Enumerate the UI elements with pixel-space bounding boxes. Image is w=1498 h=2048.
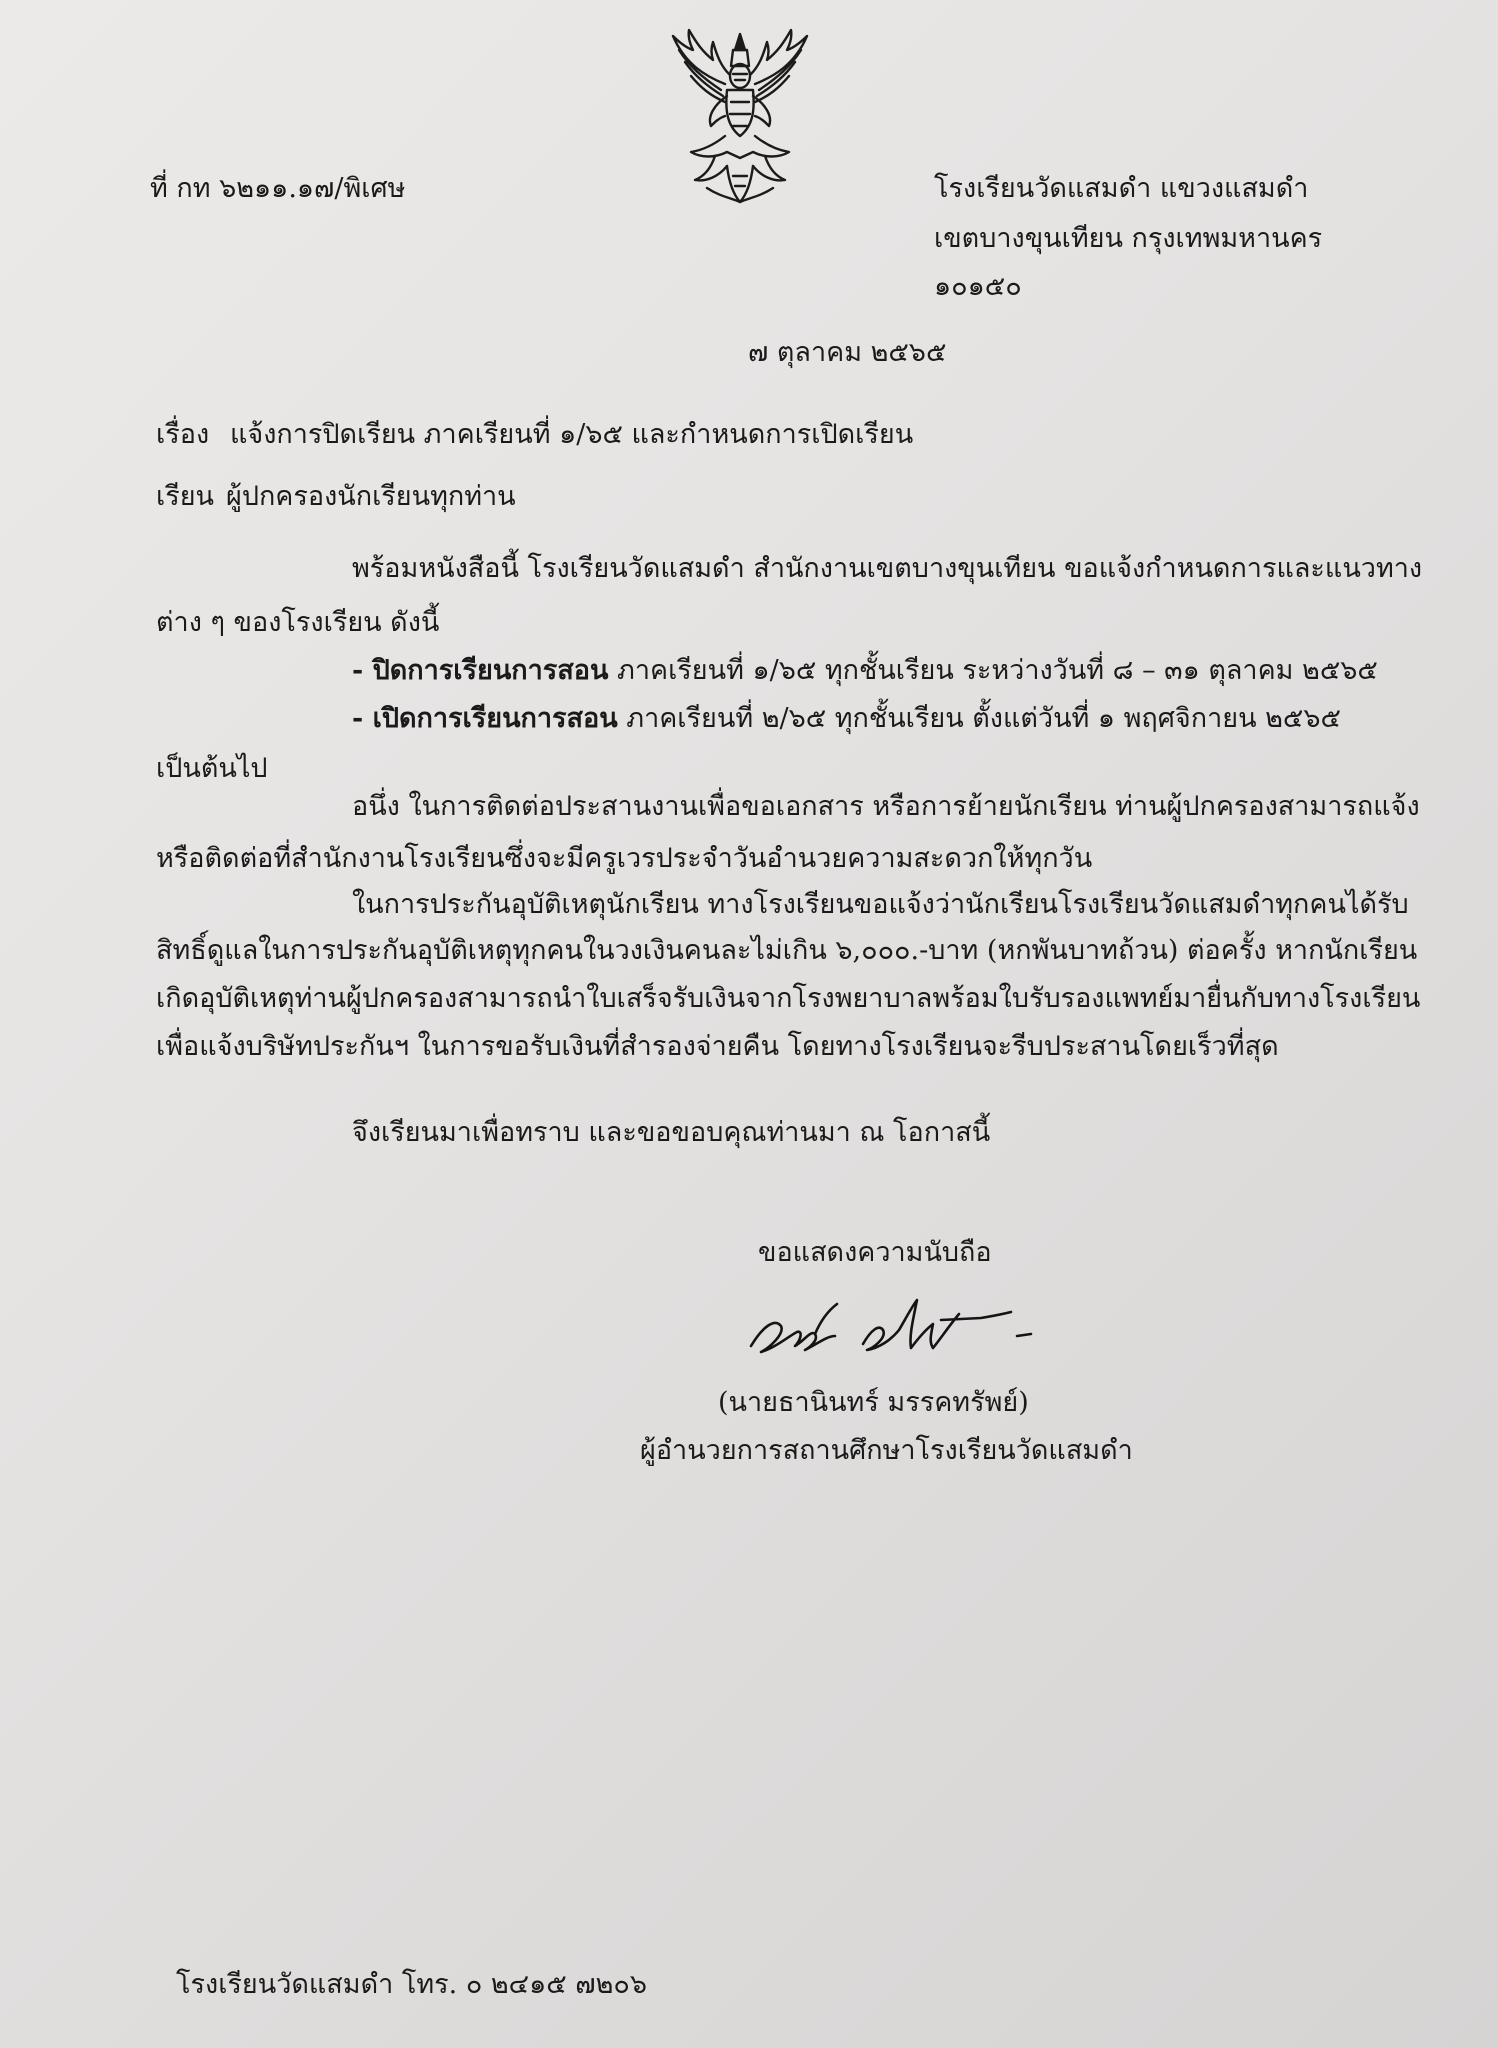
signer-name: (นายธานินทร์ มรรคทรัพย์)	[718, 1387, 1029, 1418]
school-address-line-1: โรงเรียนวัดแสมดำ แขวงแสมดำ	[934, 173, 1309, 204]
paragraph-1-line-1: พร้อมหนังสือนี้ โรงเรียนวัดแสมดำ สำนักงานเขตบางขุนเทียน ขอแจ้งกำหนดการและแนวทาง	[352, 553, 1423, 584]
recipient-label: เรียน	[156, 481, 215, 512]
regards-text: ขอแสดงความนับถือ	[758, 1237, 992, 1268]
closure-item-detail: ภาคเรียนที่ ๑/๖๕ ทุกชั้นเรียน ระหว่างวันที่ ๘ – ๓๑ ตุลาคม ๒๕๖๕	[608, 655, 1378, 686]
opening-item-continuation: เป็นต้นไป	[156, 753, 268, 784]
opening-item	[352, 702, 1341, 736]
paragraph-3-line-1: ในการประกันอุบัติเหตุนักเรียน ทางโรงเรียนขอแจ้งว่านักเรียนโรงเรียนวัดแสมดำทุกคนได้รับ	[352, 889, 1409, 920]
footer-contact: โรงเรียนวัดแสมดำ โทร. ๐ ๒๔๑๕ ๗๒๐๖	[176, 1969, 647, 2000]
paragraph-3-line-4: เพื่อแจ้งบริษัทประกันฯ ในการขอรับเงินที่สำรองจ่ายคืน โดยทางโรงเรียนจะรีบประสานโดยเร็วที่สุด	[156, 1031, 1279, 1062]
paragraph-1-line-2: ต่าง ๆ ของโรงเรียน ดังนี้	[156, 607, 440, 638]
closing-sentence: จึงเรียนมาเพื่อทราบ และขอขอบคุณท่านมา ณ โอกาสนี้	[352, 1117, 991, 1148]
handwritten-signature	[745, 1290, 1045, 1370]
postal-code: ๑๐๑๕๐	[934, 271, 1022, 302]
signer-title: ผู้อำนวยการสถานศึกษาโรงเรียนวัดแสมดำ	[640, 1435, 1133, 1466]
paragraph-3-line-2: สิทธิ์ดูแลในการประกันอุบัติเหตุทุกคนในวงเงินคนละไม่เกิน ๖,๐๐๐.-บาท (หกพันบาทถ้วน) ต่อครั้ง หากนักเรียน	[156, 935, 1418, 966]
recipient-text: ผู้ปกครองนักเรียนทุกท่าน	[226, 481, 516, 512]
closure-item	[352, 654, 1378, 688]
opening-item-detail: ภาคเรียนที่ ๒/๖๕ ทุกชั้นเรียน ตั้งแต่วันที่ ๑ พฤศจิกายน ๒๕๖๕	[617, 703, 1341, 734]
paragraph-2-line-2: หรือติดต่อที่สำนักงานโรงเรียนซึ่งจะมีครูเวรประจำวันอำนวยความสะดวกให้ทุกวัน	[156, 843, 1093, 874]
subject-label: เรื่อง	[156, 419, 210, 450]
paragraph-3-line-3: เกิดอุบัติเหตุท่านผู้ปกครองสามารถนำใบเสร็จรับเงินจากโรงพยาบาลพร้อมใบรับรองแพทย์มายื่นกับทางโรงเรียน	[156, 983, 1421, 1014]
letter-date: ๗ ตุลาคม ๒๕๖๕	[748, 337, 947, 368]
paragraph-2-line-1: อนึ่ง ในการติดต่อประสานงานเพื่อขอเอกสาร หรือการย้ายนักเรียน ท่านผู้ปกครองสามารถแจ้ง	[352, 791, 1420, 822]
school-address-line-2: เขตบางขุนเทียน กรุงเทพมหานคร	[934, 223, 1323, 254]
garuda-emblem-icon	[655, 26, 825, 208]
reference-number: ที่ กท ๖๒๑๑.๑๗/พิเศษ	[150, 173, 406, 204]
subject-text: แจ้งการปิดเรียน ภาคเรียนที่ ๑/๖๕ และกำหนดการเปิดเรียน	[230, 419, 914, 450]
opening-item-label: - เปิดการเรียนการสอน	[352, 703, 618, 734]
closure-item-label: - ปิดการเรียนการสอน	[352, 655, 609, 686]
